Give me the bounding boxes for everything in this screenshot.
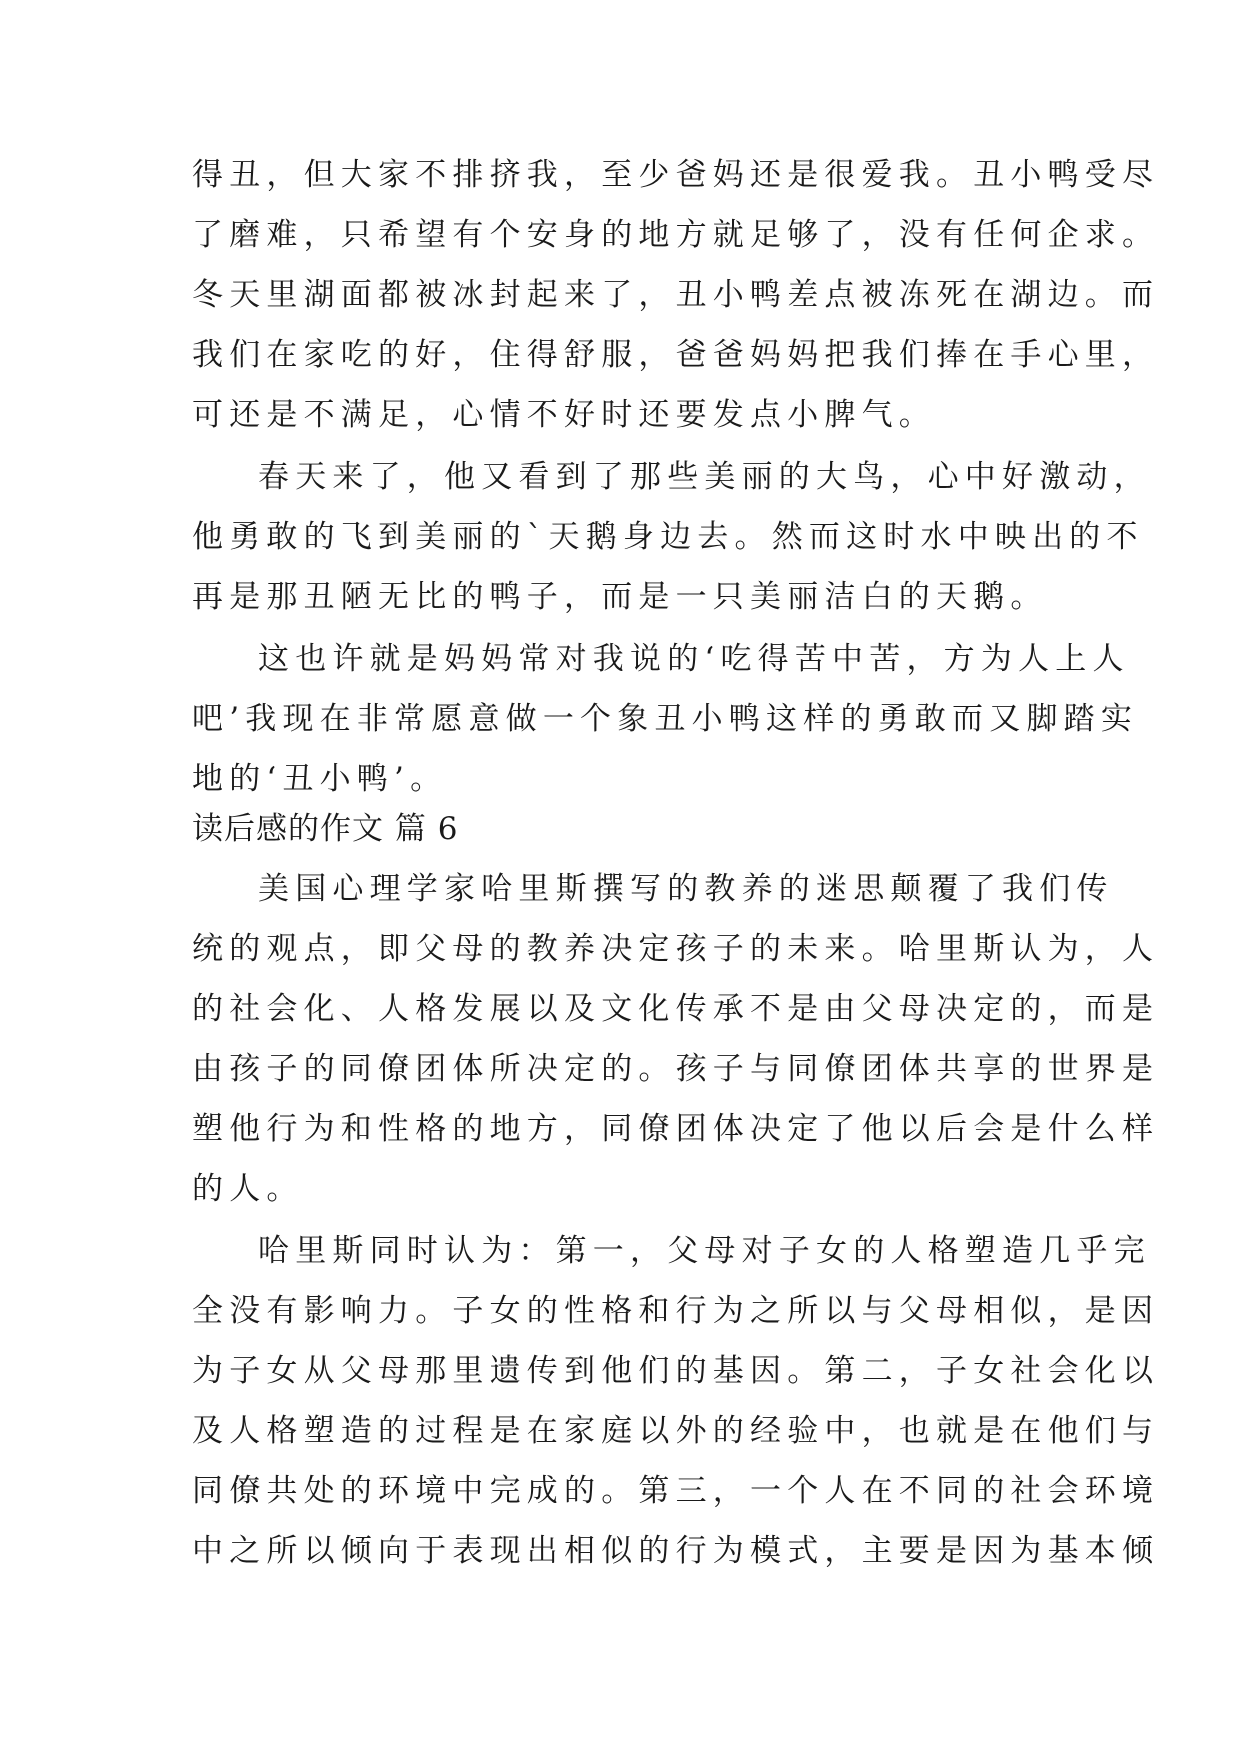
text-line: 地的‘丑小鸭’。 <box>192 761 448 797</box>
text-line: 中之所以倾向于表现出相似的行为模式，主要是因为基本倾 <box>192 1533 1160 1569</box>
text-line: 塑他行为和性格的地方，同僚团体决定了他以后会是什么样 <box>192 1111 1160 1147</box>
text-line: 冬天里湖面都被冰封起来了，丑小鸭差点被冻死在湖边。而 <box>192 277 1160 313</box>
text-line: 了磨难，只希望有个安身的地方就足够了，没有任何企求。 <box>192 217 1160 253</box>
section-heading: 读后感的作文 篇 6 <box>192 811 459 847</box>
text-line: 得丑，但大家不排挤我，至少爸妈还是很爱我。丑小鸭受尽 <box>192 157 1160 193</box>
paragraph-first-line: 哈里斯同时认为：第一，父母对子女的人格塑造几乎完 <box>258 1233 1151 1269</box>
text-line: 的人。 <box>192 1171 304 1207</box>
text-line: 可还是不满足，心情不好时还要发点小脾气。 <box>192 397 936 433</box>
text-line: 我们在家吃的好，住得舒服，爸爸妈妈把我们捧在手心里， <box>192 337 1160 373</box>
paragraph-first-line: 这也许就是妈妈常对我说的‘吃得苦中苦，方为人上人 <box>258 641 1130 677</box>
paragraph-first-line: 春天来了，他又看到了那些美丽的大鸟，心中好激动， <box>258 459 1151 495</box>
text-line: 由孩子的同僚团体所决定的。孩子与同僚团体共享的世界是 <box>192 1051 1160 1087</box>
text-line: 同僚共处的环境中完成的。第三，一个人在不同的社会环境 <box>192 1473 1160 1509</box>
text-line: 吧’我现在非常愿意做一个象丑小鸭这样的勇敢而又脚踏实 <box>192 701 1139 737</box>
text-line: 为子女从父母那里遗传到他们的基因。第二，子女社会化以 <box>192 1353 1160 1389</box>
text-line: 他勇敢的飞到美丽的`天鹅身边去。然而这时水中映出的不 <box>192 519 1144 555</box>
text-line: 及人格塑造的过程是在家庭以外的经验中，也就是在他们与 <box>192 1413 1160 1449</box>
text-line: 再是那丑陋无比的鸭子，而是一只美丽洁白的天鹅。 <box>192 579 1048 615</box>
text-line: 全没有影响力。子女的性格和行为之所以与父母相似，是因 <box>192 1293 1160 1329</box>
paragraph-first-line: 美国心理学家哈里斯撰写的教养的迷思颠覆了我们传 <box>258 871 1114 907</box>
text-line: 统的观点，即父母的教养决定孩子的未来。哈里斯认为，人 <box>192 931 1160 967</box>
text-line: 的社会化、人格发展以及文化传承不是由父母决定的，而是 <box>192 991 1160 1027</box>
